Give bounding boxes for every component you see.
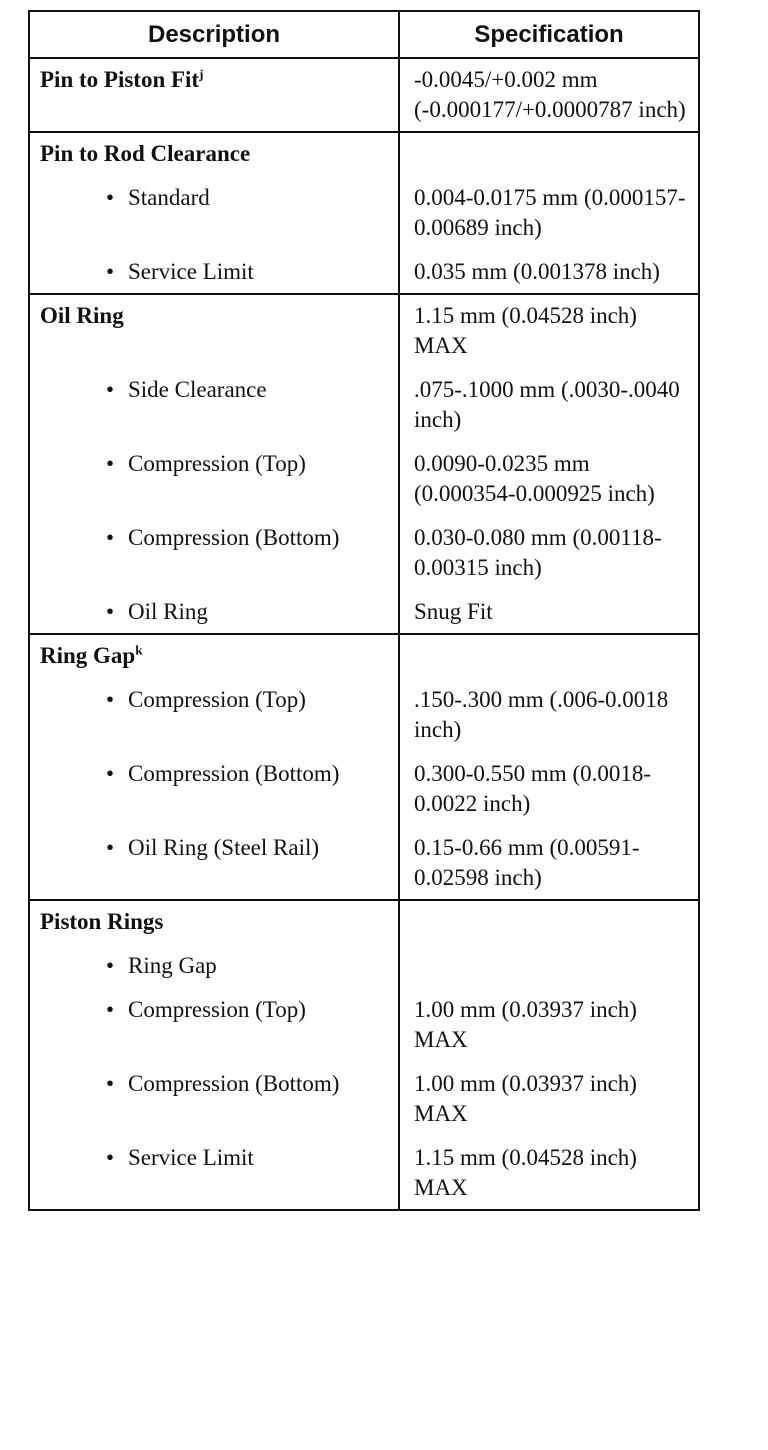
- table-row: [29, 759, 699, 833]
- row-description: • Compression (Top): [29, 685, 399, 759]
- row-specification: 0.035 mm (0.001378 inch): [399, 257, 699, 294]
- row-description: Pin to Piston Fit$^j$: [29, 58, 399, 132]
- table-row: [29, 132, 699, 183]
- bullet-icon: •: [106, 761, 115, 786]
- row-specification: 0.15-0.66 mm (0.00591-0.02598 inch): [399, 833, 699, 900]
- table-header-row: [29, 11, 699, 58]
- table-row: [29, 294, 699, 375]
- row-description: • Compression (Bottom): [29, 759, 399, 833]
- table-row: [29, 900, 699, 951]
- table-row: [29, 523, 699, 597]
- row-description: • Compression (Top): [29, 995, 399, 1069]
- footnote-marker: j: [199, 66, 204, 82]
- bullet-icon: •: [106, 377, 115, 402]
- bullet-icon: •: [106, 953, 115, 978]
- row-specification: 0.004-0.0175 mm (0.000157-0.00689 inch): [399, 183, 699, 257]
- row-specification: -0.0045/+0.002 mm (-0.000177/+0.0000787 inch): [399, 58, 699, 132]
- row-specification: 1.15 mm (0.04528 inch) MAX: [399, 1143, 699, 1210]
- row-description: Pin to Rod Clearance: [29, 132, 399, 183]
- table-row: [29, 375, 699, 449]
- row-specification: [399, 951, 699, 995]
- row-description: • Standard: [29, 183, 399, 257]
- bullet-icon: •: [106, 525, 115, 550]
- row-description: • Oil Ring (Steel Rail): [29, 833, 399, 900]
- row-specification: 1.15 mm (0.04528 inch) MAX: [399, 294, 699, 375]
- row-specification: Snug Fit: [399, 597, 699, 634]
- specification-table: [28, 10, 700, 1211]
- row-specification: 0.300-0.550 mm (0.0018-0.0022 inch): [399, 759, 699, 833]
- row-description: • Service Limit: [29, 1143, 399, 1210]
- table-row: [29, 449, 699, 523]
- table-row: [29, 183, 699, 257]
- bullet-icon: •: [106, 185, 115, 210]
- bullet-icon: •: [106, 1071, 115, 1096]
- row-description: • Side Clearance: [29, 375, 399, 449]
- row-specification: [399, 634, 699, 685]
- table-row: [29, 833, 699, 900]
- row-description: • Service Limit: [29, 257, 399, 294]
- row-description: Oil Ring: [29, 294, 399, 375]
- bullet-icon: •: [106, 1145, 115, 1170]
- table-row: [29, 951, 699, 995]
- table-row: [29, 685, 699, 759]
- bullet-icon: •: [106, 451, 115, 476]
- row-specification: 0.030-0.080 mm (0.00118-0.00315 inch): [399, 523, 699, 597]
- row-description: • Compression (Top): [29, 449, 399, 523]
- table-row: [29, 58, 699, 132]
- bullet-icon: •: [106, 599, 115, 624]
- table-row: [29, 995, 699, 1069]
- row-specification: .075-.1000 mm (.0030-.0040 inch): [399, 375, 699, 449]
- bullet-icon: •: [106, 687, 115, 712]
- table-row: [29, 634, 699, 685]
- row-specification: 1.00 mm (0.03937 inch) MAX: [399, 1069, 699, 1143]
- bullet-icon: •: [106, 259, 115, 284]
- bullet-icon: •: [106, 997, 115, 1022]
- row-specification: 1.00 mm (0.03937 inch) MAX: [399, 995, 699, 1069]
- row-description: • Compression (Bottom): [29, 1069, 399, 1143]
- bullet-icon: •: [106, 835, 115, 860]
- table-row: [29, 1069, 699, 1143]
- table-row: [29, 1143, 699, 1210]
- description-column-header: Description: [29, 11, 399, 58]
- row-specification: .150-.300 mm (.006-0.0018 inch): [399, 685, 699, 759]
- row-description: • Oil Ring: [29, 597, 399, 634]
- footnote-marker: k: [135, 642, 143, 658]
- row-specification: [399, 900, 699, 951]
- table-row: [29, 597, 699, 634]
- row-description: Ring Gap$^k$: [29, 634, 399, 685]
- row-specification: [399, 132, 699, 183]
- table-row: [29, 257, 699, 294]
- row-description: • Compression (Bottom): [29, 523, 399, 597]
- row-description: Piston Rings: [29, 900, 399, 951]
- row-specification: 0.0090-0.0235 mm (0.000354-0.000925 inch): [399, 449, 699, 523]
- specification-column-header: Specification: [399, 11, 699, 58]
- row-description: • Ring Gap: [29, 951, 399, 995]
